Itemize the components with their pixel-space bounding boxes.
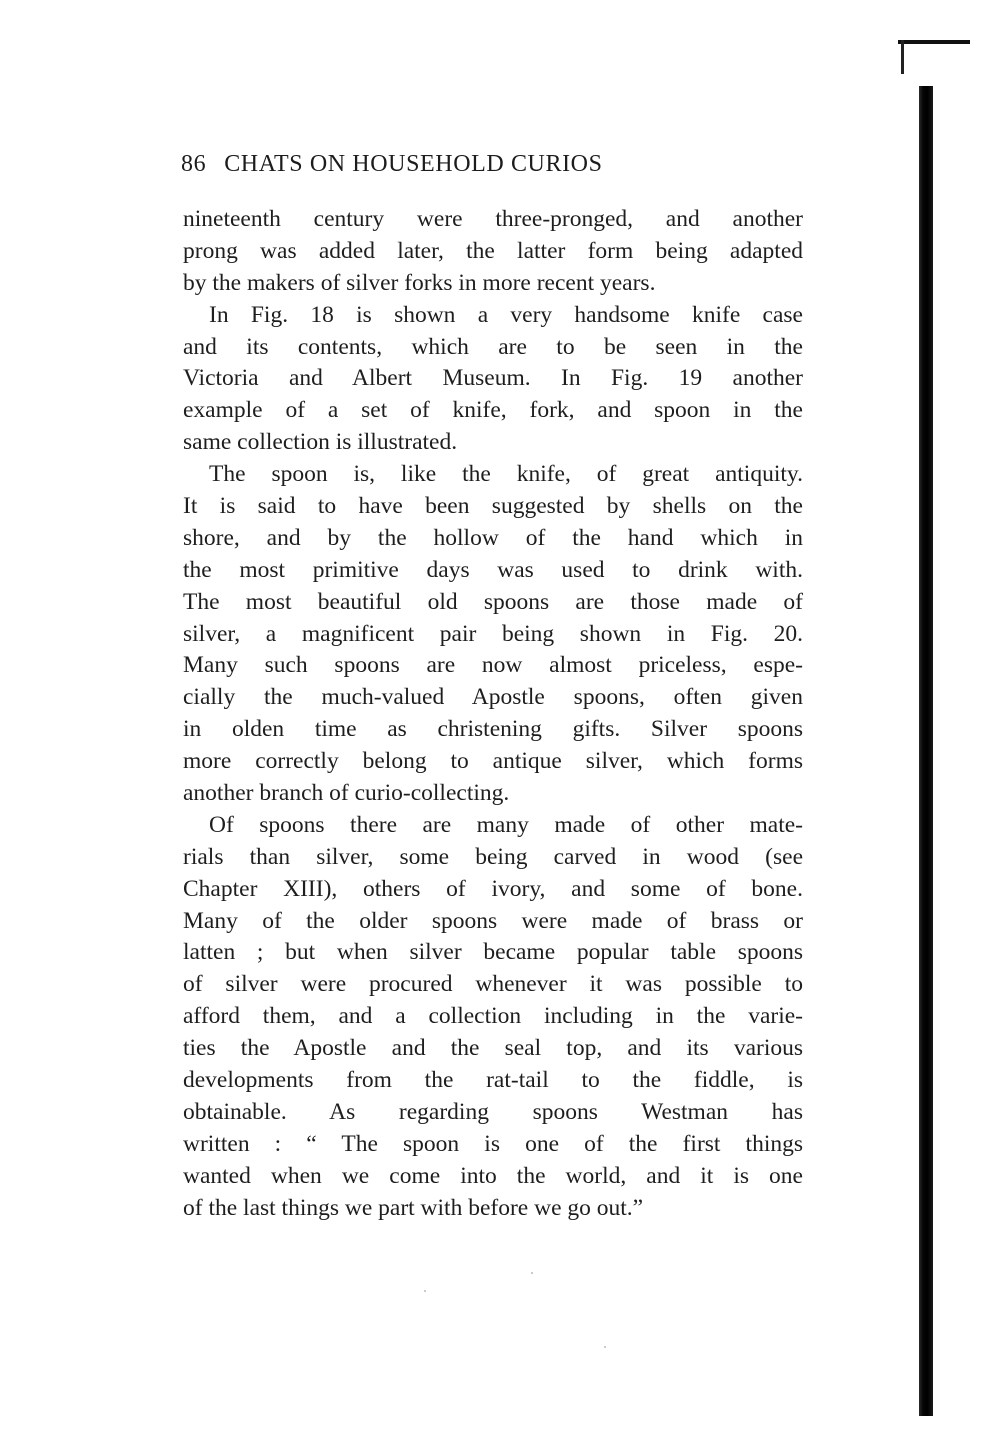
text-line: Chapter XIII), others of ivory, and some of bone. (183, 875, 803, 902)
text-line: by the makers of silver forks in more recent years. (183, 269, 656, 296)
running-title: CHATS ON HOUSEHOLD CURIOS (224, 151, 603, 177)
scan-speck (604, 1346, 606, 1348)
binding-top-stub (901, 40, 904, 74)
text-line: of the last things we part with before we go out.” (183, 1194, 644, 1221)
text-line: written : “ The spoon is one of the first things (183, 1130, 803, 1157)
text-line: wanted when we come into the world, and it is one (183, 1162, 803, 1189)
text-line: example of a set of knife, fork, and spoon in the (183, 397, 803, 424)
text-line: In Fig. 18 is shown a very handsome knife case (209, 301, 803, 328)
text-line: silver, a magnificent pair being shown in Fig. 20. (183, 620, 803, 647)
binding-top-rule (898, 40, 970, 44)
text-line: obtainable. As regarding spoons Westman has (183, 1098, 803, 1125)
text-line: more correctly belong to antique silver, which forms (183, 748, 803, 775)
text-line: another branch of curio-collecting. (183, 780, 510, 807)
text-line: same collection is illustrated. (183, 429, 458, 456)
body-text (183, 204, 803, 1225)
binding-edge (919, 86, 933, 1416)
text-line: afford them, and a collection including in the varie- (183, 1003, 803, 1030)
text-line: of silver were procured whenever it was possible to (183, 971, 803, 998)
text-line: ties the Apostle and the seal top, and its various (183, 1035, 803, 1062)
paragraph (183, 300, 803, 459)
text-line: Many of the older spoons were made of brass or (183, 907, 803, 934)
running-head (181, 151, 801, 181)
text-line: the most primitive days was used to drink with. (183, 556, 803, 583)
text-line: Victoria and Albert Museum. In Fig. 19 another (183, 365, 803, 392)
text-line: developments from the rat-tail to the fiddle, is (183, 1067, 803, 1094)
text-line: nineteenth century were three-pronged, and another (183, 206, 803, 232)
text-line: shore, and by the hollow of the hand which in (183, 524, 803, 551)
text-line: The spoon is, like the knife, of great antiquity. (209, 461, 803, 488)
text-line: cially the much-valued Apostle spoons, often given (183, 684, 803, 711)
text-line: rials than silver, some being carved in wood (see (183, 843, 803, 870)
text-line: Many such spoons are now almost priceless, espe- (183, 652, 803, 679)
page-number: 86 (181, 151, 207, 177)
text-line: Of spoons there are many made of other mate- (209, 811, 803, 838)
scan-speck (531, 1272, 533, 1274)
text-line: It is said to have been suggested by shells on the (183, 493, 803, 520)
paragraph (183, 459, 803, 810)
text-line: The most beautiful old spoons are those made of (183, 588, 803, 615)
text-line: in olden time as christening gifts. Silver spoons (183, 716, 803, 743)
paragraph (183, 810, 803, 1225)
text-line: prong was added later, the latter form being adapted (183, 237, 803, 264)
text-line: and its contents, which are to be seen in the (183, 333, 803, 360)
text-line: latten ; but when silver became popular table spoons (183, 939, 803, 966)
paragraph (183, 204, 803, 300)
scan-speck (424, 1290, 426, 1292)
